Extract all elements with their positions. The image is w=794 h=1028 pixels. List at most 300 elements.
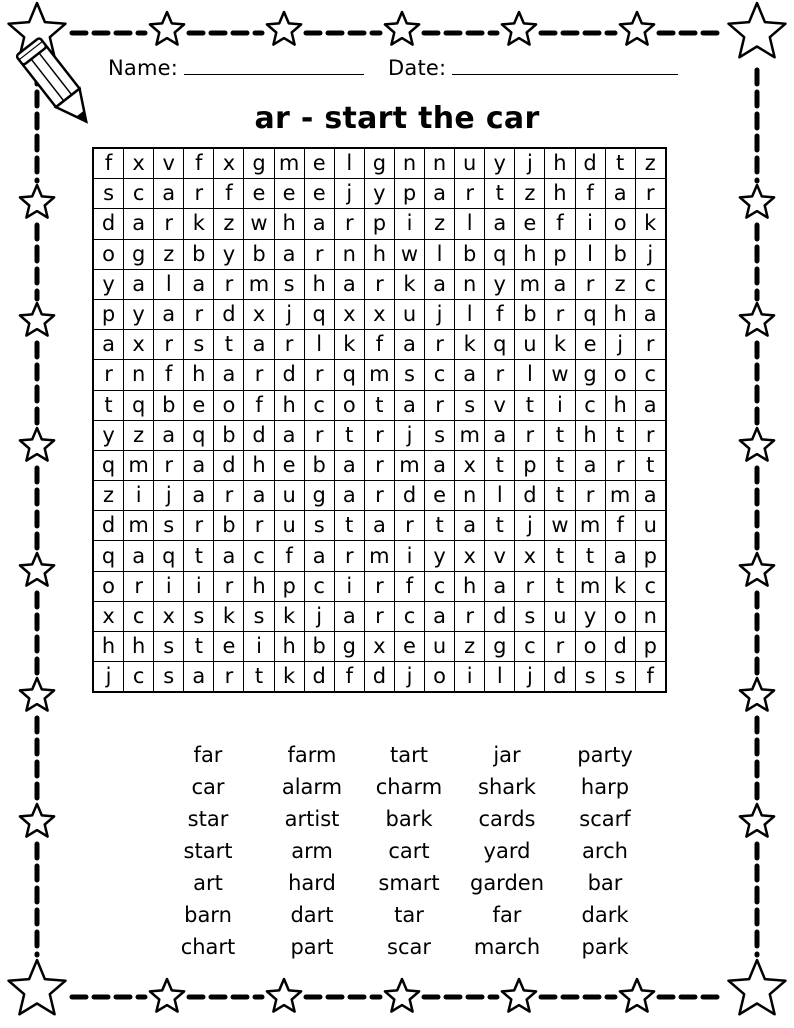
grid-cell: q (575, 299, 605, 329)
word-bank-item: march (473, 935, 541, 959)
grid-cell: a (334, 601, 364, 631)
grid-cell: s (304, 511, 334, 541)
grid-cell: k (635, 209, 665, 239)
grid-cell: o (605, 601, 635, 631)
grid-cell: k (394, 269, 424, 299)
grid-cell: r (184, 299, 214, 329)
grid-cell: a (184, 450, 214, 480)
grid-cell: x (364, 632, 394, 662)
star-icon (502, 12, 536, 45)
grid-cell: t (485, 450, 515, 480)
grid-cell: x (124, 330, 154, 360)
grid-cell: r (575, 481, 605, 511)
grid-cell: r (154, 209, 184, 239)
grid-cell: q (485, 239, 515, 269)
star-icon (729, 3, 786, 57)
grid-cell: y (124, 299, 154, 329)
grid-cell: l (485, 662, 515, 692)
grid-cell: u (394, 299, 424, 329)
grid-cell: y (485, 149, 515, 179)
grid-cell: b (455, 239, 485, 269)
grid-cell: o (605, 360, 635, 390)
grid-cell: s (394, 360, 424, 390)
grid-cell: k (545, 330, 575, 360)
word-bank-item: dark (581, 903, 629, 927)
grid-cell: h (455, 571, 485, 601)
grid-cell: r (364, 601, 394, 631)
grid-cell: f (154, 360, 184, 390)
grid-row (94, 662, 666, 692)
word-bank-item: alarm (281, 775, 343, 799)
grid-cell: c (575, 390, 605, 420)
grid-cell: j (394, 420, 424, 450)
grid-cell: i (124, 481, 154, 511)
grid-row (94, 450, 666, 480)
grid-cell: r (214, 662, 244, 692)
grid-cell: e (575, 330, 605, 360)
grid-cell: i (394, 541, 424, 571)
grid-cell: a (425, 450, 455, 480)
grid-cell: e (304, 149, 334, 179)
grid-cell: d (605, 632, 635, 662)
grid-cell: j (304, 601, 334, 631)
grid-cell: h (94, 632, 124, 662)
grid-cell: r (635, 179, 665, 209)
grid-cell: p (635, 541, 665, 571)
grid-cell: e (304, 179, 334, 209)
grid-cell: i (545, 390, 575, 420)
grid-cell: t (545, 571, 575, 601)
grid-cell: m (575, 511, 605, 541)
grid-cell: d (515, 481, 545, 511)
grid-cell: d (575, 149, 605, 179)
star-icon (267, 12, 301, 45)
grid-row (94, 511, 666, 541)
grid-cell: w (545, 360, 575, 390)
grid-cell: q (94, 450, 124, 480)
grid-cell: e (214, 632, 244, 662)
grid-cell: x (244, 299, 274, 329)
grid-cell: c (394, 601, 424, 631)
grid-cell: k (605, 571, 635, 601)
grid-cell: c (635, 360, 665, 390)
grid-cell: m (124, 450, 154, 480)
grid-cell: z (515, 179, 545, 209)
grid-cell: w (545, 511, 575, 541)
grid-cell: r (575, 269, 605, 299)
grid-cell: r (184, 179, 214, 209)
grid-cell: b (184, 239, 214, 269)
word-bank-item: art (193, 871, 223, 895)
grid-cell: a (154, 299, 184, 329)
grid-cell: a (214, 360, 244, 390)
grid-cell: c (124, 179, 154, 209)
grid-cell: x (364, 299, 394, 329)
word-bank-item: hard (288, 871, 336, 895)
grid-cell: r (304, 420, 334, 450)
grid-cell: a (575, 450, 605, 480)
word-bank-item: dart (290, 903, 334, 927)
star-icon (740, 303, 774, 336)
grid-cell: l (485, 481, 515, 511)
word-bank-item: jar (493, 743, 521, 767)
grid-cell: a (425, 269, 455, 299)
grid-cell: x (455, 541, 485, 571)
word-search-grid (93, 148, 666, 692)
grid-cell: p (364, 209, 394, 239)
grid-cell: c (304, 390, 334, 420)
grid-cell: h (605, 390, 635, 420)
grid-cell: c (124, 601, 154, 631)
grid-cell: o (214, 390, 244, 420)
grid-cell: a (94, 330, 124, 360)
word-bank-item: tart (390, 743, 428, 767)
grid-row (94, 330, 666, 360)
grid-cell: s (425, 420, 455, 450)
grid-cell: r (154, 450, 184, 480)
grid-cell: c (635, 269, 665, 299)
grid-cell: w (394, 239, 424, 269)
grid-cell: q (184, 420, 214, 450)
grid-cell: h (364, 239, 394, 269)
grid-cell: h (124, 632, 154, 662)
grid-cell: a (334, 269, 364, 299)
grid-cell: h (184, 360, 214, 390)
star-icon (502, 979, 536, 1012)
grid-cell: q (124, 390, 154, 420)
grid-cell: r (485, 360, 515, 390)
grid-cell: t (635, 450, 665, 480)
grid-cell: r (425, 330, 455, 360)
grid-cell: r (364, 481, 394, 511)
grid-cell: x (455, 450, 485, 480)
word-bank-item: barn (184, 903, 232, 927)
grid-cell: g (304, 481, 334, 511)
grid-cell: t (545, 450, 575, 480)
grid-cell: q (154, 541, 184, 571)
grid-cell: t (485, 179, 515, 209)
grid-cell: r (304, 360, 334, 390)
grid-cell: r (364, 450, 394, 480)
grid-cell: e (184, 390, 214, 420)
grid-row (94, 179, 666, 209)
grid-cell: d (394, 481, 424, 511)
grid-cell: y (425, 541, 455, 571)
grid-cell: m (394, 450, 424, 480)
grid-cell: t (605, 149, 635, 179)
grid-cell: b (304, 632, 334, 662)
star-icon (20, 678, 54, 711)
grid-cell: s (154, 511, 184, 541)
grid-cell: s (605, 662, 635, 692)
grid-cell: k (274, 662, 304, 692)
grid-cell: t (575, 541, 605, 571)
date-field (388, 56, 678, 80)
grid-cell: s (274, 269, 304, 299)
word-bank-item: scarf (579, 807, 631, 831)
grid-row (94, 420, 666, 450)
grid-cell: f (485, 299, 515, 329)
grid-cell: d (274, 360, 304, 390)
grid-cell: j (425, 299, 455, 329)
grid-cell: a (184, 662, 214, 692)
grid-cell: g (575, 360, 605, 390)
grid-cell: c (124, 662, 154, 692)
word-bank-item: smart (378, 871, 440, 895)
star-icon (150, 979, 184, 1012)
grid-cell: b (244, 239, 274, 269)
grid-cell: b (214, 511, 244, 541)
grid-cell: a (425, 601, 455, 631)
date-label: Date: (388, 56, 447, 80)
page-title: ar - start the car (254, 101, 540, 136)
grid-cell: r (214, 571, 244, 601)
star-icon (267, 979, 301, 1012)
grid-cell: x (334, 299, 364, 329)
grid-cell: n (394, 149, 424, 179)
word-bank (152, 741, 654, 962)
grid-cell: h (244, 450, 274, 480)
grid-cell: n (455, 481, 485, 511)
grid-cell: t (545, 420, 575, 450)
grid-cell: j (605, 330, 635, 360)
grid-cell: p (94, 299, 124, 329)
grid-cell: s (455, 390, 485, 420)
grid-cell: q (304, 299, 334, 329)
grid-cell: a (394, 390, 424, 420)
grid-cell: a (364, 511, 394, 541)
star-icon (9, 960, 66, 1014)
grid-cell: l (455, 299, 485, 329)
grid-cell: k (214, 601, 244, 631)
grid-cell: k (455, 330, 485, 360)
grid-cell: y (94, 420, 124, 450)
grid-cell: c (425, 571, 455, 601)
grid-cell: b (605, 239, 635, 269)
grid-cell: f (545, 209, 575, 239)
grid-cell: r (334, 209, 364, 239)
grid-cell: r (394, 511, 424, 541)
grid-cell: r (455, 601, 485, 631)
grid-cell: h (575, 420, 605, 450)
grid-cell: l (304, 330, 334, 360)
grid-cell: r (244, 511, 274, 541)
grid-cell: x (154, 601, 184, 631)
grid-row (94, 149, 666, 179)
grid-cell: m (455, 420, 485, 450)
grid-cell: s (515, 601, 545, 631)
grid-cell: i (244, 632, 274, 662)
grid-cell: k (334, 330, 364, 360)
grid-cell: r (364, 420, 394, 450)
word-bank-item: chart (180, 935, 236, 959)
grid-row (94, 390, 666, 420)
grid-cell: j (515, 662, 545, 692)
grid-cell: x (124, 149, 154, 179)
grid-cell: w (244, 209, 274, 239)
star-icon (385, 12, 419, 45)
grid-cell: p (274, 571, 304, 601)
grid-cell: z (455, 632, 485, 662)
grid-cell: o (425, 662, 455, 692)
grid-row (94, 541, 666, 571)
word-bank-item: part (290, 935, 334, 959)
grid-cell: c (304, 571, 334, 601)
word-bank-item: far (492, 903, 522, 927)
grid-cell: i (575, 209, 605, 239)
grid-cell: j (334, 179, 364, 209)
grid-cell: b (214, 420, 244, 450)
grid-cell: r (184, 511, 214, 541)
grid-cell: t (545, 481, 575, 511)
grid-cell: t (485, 511, 515, 541)
grid-cell: a (124, 269, 154, 299)
grid-cell: k (184, 209, 214, 239)
word-bank-item: party (577, 743, 633, 767)
grid-cell: j (635, 239, 665, 269)
star-icon (150, 12, 184, 45)
word-bank-item: cart (388, 839, 430, 863)
star-icon (729, 960, 786, 1014)
grid-cell: f (364, 330, 394, 360)
grid-cell: v (485, 390, 515, 420)
grid-cell: a (485, 209, 515, 239)
grid-row (94, 632, 666, 662)
grid-cell: z (605, 269, 635, 299)
grid-cell: a (124, 209, 154, 239)
grid-row (94, 360, 666, 390)
grid-cell: x (94, 601, 124, 631)
grid-cell: s (184, 330, 214, 360)
star-icon (740, 553, 774, 586)
grid-cell: t (334, 511, 364, 541)
word-bank-item: garden (469, 871, 545, 895)
grid-cell: n (334, 239, 364, 269)
grid-cell: r (545, 299, 575, 329)
grid-cell: y (364, 179, 394, 209)
grid-cell: a (304, 541, 334, 571)
date-blank (452, 56, 678, 75)
grid-cell: r (304, 239, 334, 269)
grid-cell: q (485, 330, 515, 360)
word-bank-item: bar (587, 871, 623, 895)
star-icon (620, 12, 654, 45)
word-bank-item: arm (291, 839, 333, 863)
grid-cell: u (515, 330, 545, 360)
grid-cell: r (605, 450, 635, 480)
grid-cell: a (635, 481, 665, 511)
word-bank-item: charm (375, 775, 443, 799)
grid-cell: t (425, 511, 455, 541)
grid-cell: d (94, 511, 124, 541)
grid-cell: a (545, 269, 575, 299)
grid-cell: j (515, 511, 545, 541)
grid-cell: e (274, 450, 304, 480)
star-icon (385, 979, 419, 1012)
grid-cell: l (154, 269, 184, 299)
grid-cell: h (304, 269, 334, 299)
star-icon (740, 185, 774, 218)
grid-cell: m (364, 541, 394, 571)
grid-cell: h (515, 239, 545, 269)
grid-cell: g (364, 149, 394, 179)
grid-cell: v (485, 541, 515, 571)
grid-cell: a (485, 571, 515, 601)
grid-cell: f (214, 179, 244, 209)
name-label: Name: (108, 56, 179, 80)
grid-cell: l (515, 360, 545, 390)
grid-cell: x (515, 541, 545, 571)
grid-cell: l (575, 239, 605, 269)
grid-cell: a (154, 179, 184, 209)
grid-cell: h (244, 571, 274, 601)
grid-cell: i (334, 571, 364, 601)
grid-cell: m (515, 269, 545, 299)
grid-cell: b (515, 299, 545, 329)
grid-cell: r (364, 571, 394, 601)
grid-cell: c (425, 360, 455, 390)
grid-cell: r (545, 632, 575, 662)
grid-cell: p (394, 179, 424, 209)
grid-cell: u (455, 149, 485, 179)
grid-cell: j (274, 299, 304, 329)
grid-cell: l (334, 149, 364, 179)
grid-cell: b (304, 450, 334, 480)
word-bank-item: harp (580, 775, 630, 799)
grid-cell: d (485, 601, 515, 631)
grid-cell: p (635, 632, 665, 662)
grid-row (94, 481, 666, 511)
grid-cell: s (94, 179, 124, 209)
grid-row (94, 601, 666, 631)
grid-cell: a (455, 511, 485, 541)
grid-row (94, 299, 666, 329)
word-bank-item: arch (582, 839, 628, 863)
word-bank-item: shark (478, 775, 536, 799)
grid-cell: b (154, 390, 184, 420)
grid-row (94, 269, 666, 299)
grid-cell: i (455, 662, 485, 692)
grid-cell: r (364, 269, 394, 299)
grid-cell: f (184, 149, 214, 179)
grid-cell: l (425, 239, 455, 269)
grid-cell: z (124, 420, 154, 450)
grid-cell: u (274, 481, 304, 511)
grid-cell: n (635, 601, 665, 631)
grid-cell: i (184, 571, 214, 601)
grid-cell: c (244, 541, 274, 571)
grid-cell: t (184, 632, 214, 662)
word-bank-item: cards (478, 807, 536, 831)
grid-cell: q (94, 541, 124, 571)
grid-cell: l (455, 209, 485, 239)
grid-cell: u (425, 632, 455, 662)
grid-cell: z (635, 149, 665, 179)
grid-cell: e (274, 179, 304, 209)
grid-cell: a (635, 390, 665, 420)
grid-cell: n (124, 360, 154, 390)
grid-cell: s (154, 632, 184, 662)
grid-cell: f (274, 541, 304, 571)
grid-cell: d (304, 662, 334, 692)
grid-cell: j (94, 662, 124, 692)
grid-cell: k (274, 601, 304, 631)
grid-cell: r (154, 330, 184, 360)
grid-cell: z (214, 209, 244, 239)
grid-cell: c (515, 632, 545, 662)
grid-cell: r (635, 330, 665, 360)
grid-cell: r (274, 330, 304, 360)
